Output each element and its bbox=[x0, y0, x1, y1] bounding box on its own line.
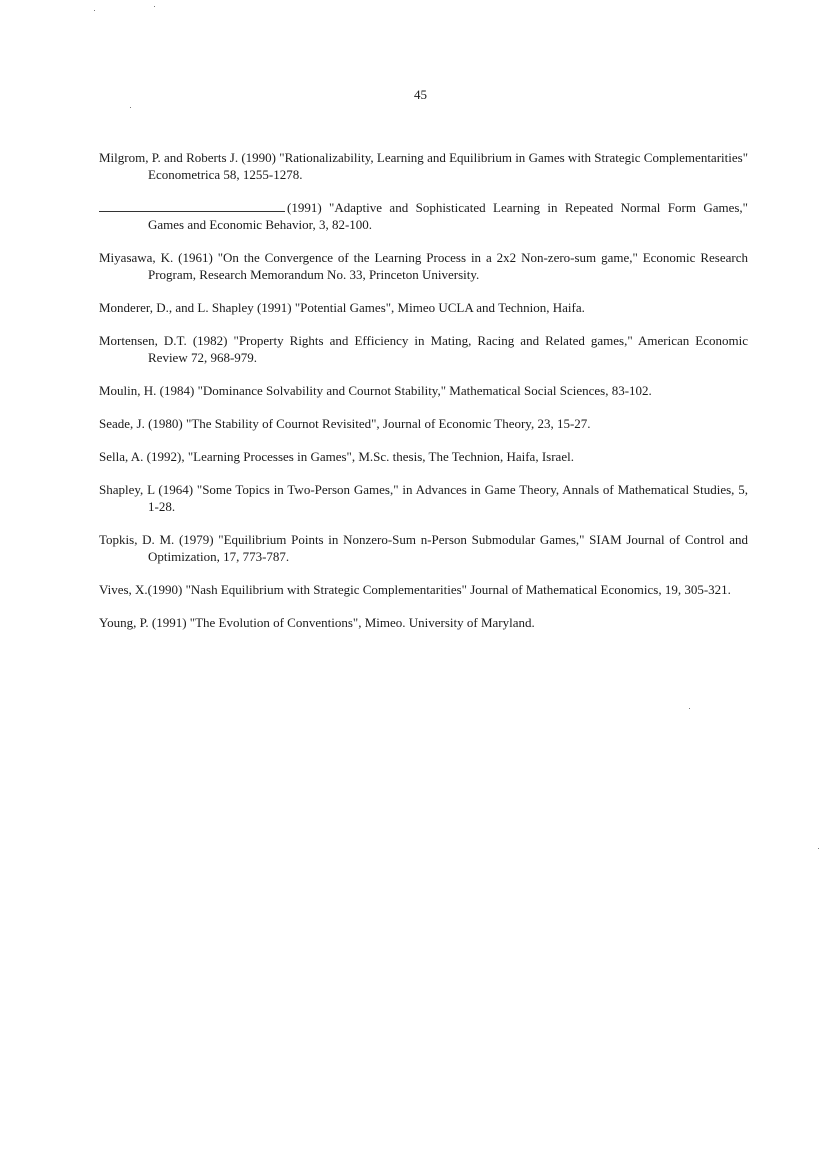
scan-speck bbox=[154, 6, 155, 7]
reference-list bbox=[99, 149, 748, 647]
scan-speck bbox=[130, 107, 131, 108]
reference-item: Moulin, H. (1984) "Dominance Solvability and Cournot Stability," Mathematical Social Sciences, 83-102. bbox=[99, 383, 652, 398]
reference-item: Sella, A. (1992), "Learning Processes in Games", M.Sc. thesis, The Technion, Haifa, Israel. bbox=[99, 449, 574, 464]
scan-speck bbox=[94, 10, 95, 11]
reference-item-ditto bbox=[99, 199, 748, 233]
author-repeat-rule bbox=[99, 210, 285, 212]
reference-item: Topkis, D. M. (1979) "Equilibrium Points in Nonzero-Sum n-Person Submodular Games," SIAM Journal of Control and Optimization, 17, 773-787. bbox=[99, 532, 748, 564]
reference-item: Mortensen, D.T. (1982) "Property Rights and Efficiency in Mating, Racing and Related games," American Economic Review 72, 968-979. bbox=[99, 333, 748, 365]
scan-speck bbox=[689, 708, 690, 709]
reference-item: Young, P. (1991) "The Evolution of Conventions", Mimeo. University of Maryland. bbox=[99, 615, 535, 630]
reference-item: Seade, J. (1980) "The Stability of Cournot Revisited", Journal of Economic Theory, 23, 15-27. bbox=[99, 416, 591, 431]
reference-text: (1991) "Adaptive and Sophisticated Learning in Repeated Normal Form Games," Games and Economic Behavior, 3, 82-100. bbox=[148, 200, 748, 232]
scan-speck bbox=[818, 848, 819, 849]
reference-item: Vives, X.(1990) "Nash Equilibrium with Strategic Complementarities" Journal of Mathematical Economics, 19, 305-321. bbox=[99, 582, 731, 597]
reference-item: Monderer, D., and L. Shapley (1991) "Potential Games", Mimeo UCLA and Technion, Haifa. bbox=[99, 300, 585, 315]
reference-item: Miyasawa, K. (1961) "On the Convergence of the Learning Process in a 2x2 Non-zero-sum game," Economic Research Program, Research Memorandum No. 33, Princeton University. bbox=[99, 250, 748, 282]
reference-item: Milgrom, P. and Roberts J. (1990) "Rationalizability, Learning and Equilibrium in Games with Strategic Complementarities" Econometrica 58, 1255-1278. bbox=[99, 150, 748, 182]
page-number: 45 bbox=[414, 87, 427, 102]
reference-item: Shapley, L (1964) "Some Topics in Two-Person Games," in Advances in Game Theory, Annals of Mathematical Studies, 5, 1-28. bbox=[99, 482, 748, 514]
